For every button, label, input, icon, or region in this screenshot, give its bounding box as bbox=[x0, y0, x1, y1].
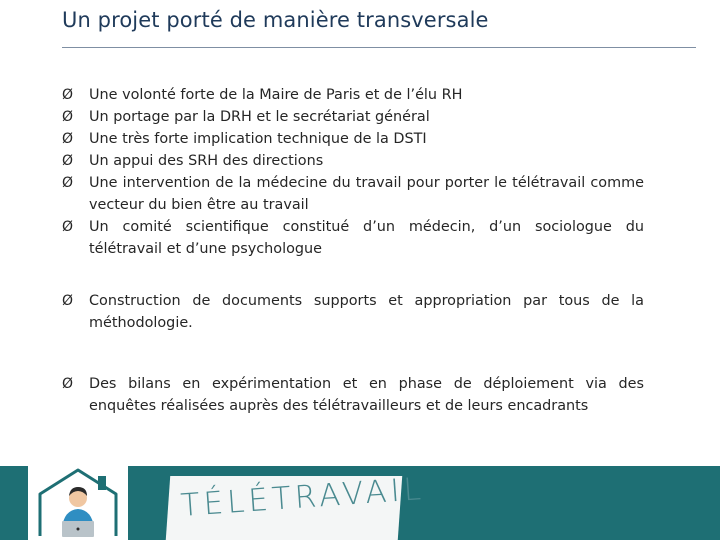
bullet-item bbox=[62, 106, 644, 128]
arrow-bullet-icon: Ø bbox=[62, 131, 74, 147]
bullet-text: Construction de documents supports et appropriation par tous de la méthodologie. bbox=[89, 293, 644, 331]
bullet-item bbox=[62, 290, 644, 334]
arrow-bullet-icon: Ø bbox=[62, 153, 74, 169]
title-divider bbox=[62, 47, 696, 48]
arrow-bullet-icon: Ø bbox=[62, 109, 74, 125]
logo-panel bbox=[28, 466, 128, 540]
bullet-item bbox=[62, 172, 644, 216]
bullet-text: Une très forte implication technique de la DSTI bbox=[89, 131, 427, 147]
bullet-list bbox=[62, 84, 644, 417]
bullet-text: Un appui des SRH des directions bbox=[89, 153, 324, 169]
bullet-text: Un comité scientifique constitué d’un médecin, d’un sociologue du télétravail et d’une psychologue bbox=[89, 219, 644, 257]
bullet-text: Une volonté forte de la Maire de Paris et de l’élu RH bbox=[89, 87, 463, 103]
bullet-item bbox=[62, 373, 644, 417]
banner-title: TÉLÉTRAVAIL bbox=[179, 471, 427, 524]
bullet-item bbox=[62, 84, 644, 106]
arrow-bullet-icon: Ø bbox=[62, 87, 74, 103]
arrow-bullet-icon: Ø bbox=[62, 293, 74, 309]
arrow-bullet-icon: Ø bbox=[62, 376, 74, 392]
bullet-item bbox=[62, 216, 644, 260]
arrow-bullet-icon: Ø bbox=[62, 175, 74, 191]
bullet-text: Un portage par la DRH et le secrétariat général bbox=[89, 109, 430, 125]
house-person-laptop-icon bbox=[28, 466, 128, 540]
bullet-item bbox=[62, 150, 644, 172]
arrow-bullet-icon: Ø bbox=[62, 219, 74, 235]
bullet-text: Une intervention de la médecine du travail pour porter le télétravail comme vecteur du bien être au travail bbox=[89, 175, 644, 213]
slide-title: Un projet porté de manière transversale bbox=[62, 8, 489, 32]
bullet-item bbox=[62, 128, 644, 150]
bullet-text: Des bilans en expérimentation et en phase de déploiement via des enquêtes réalisées auprès des télétravailleurs et de leurs encadrants bbox=[89, 376, 644, 414]
